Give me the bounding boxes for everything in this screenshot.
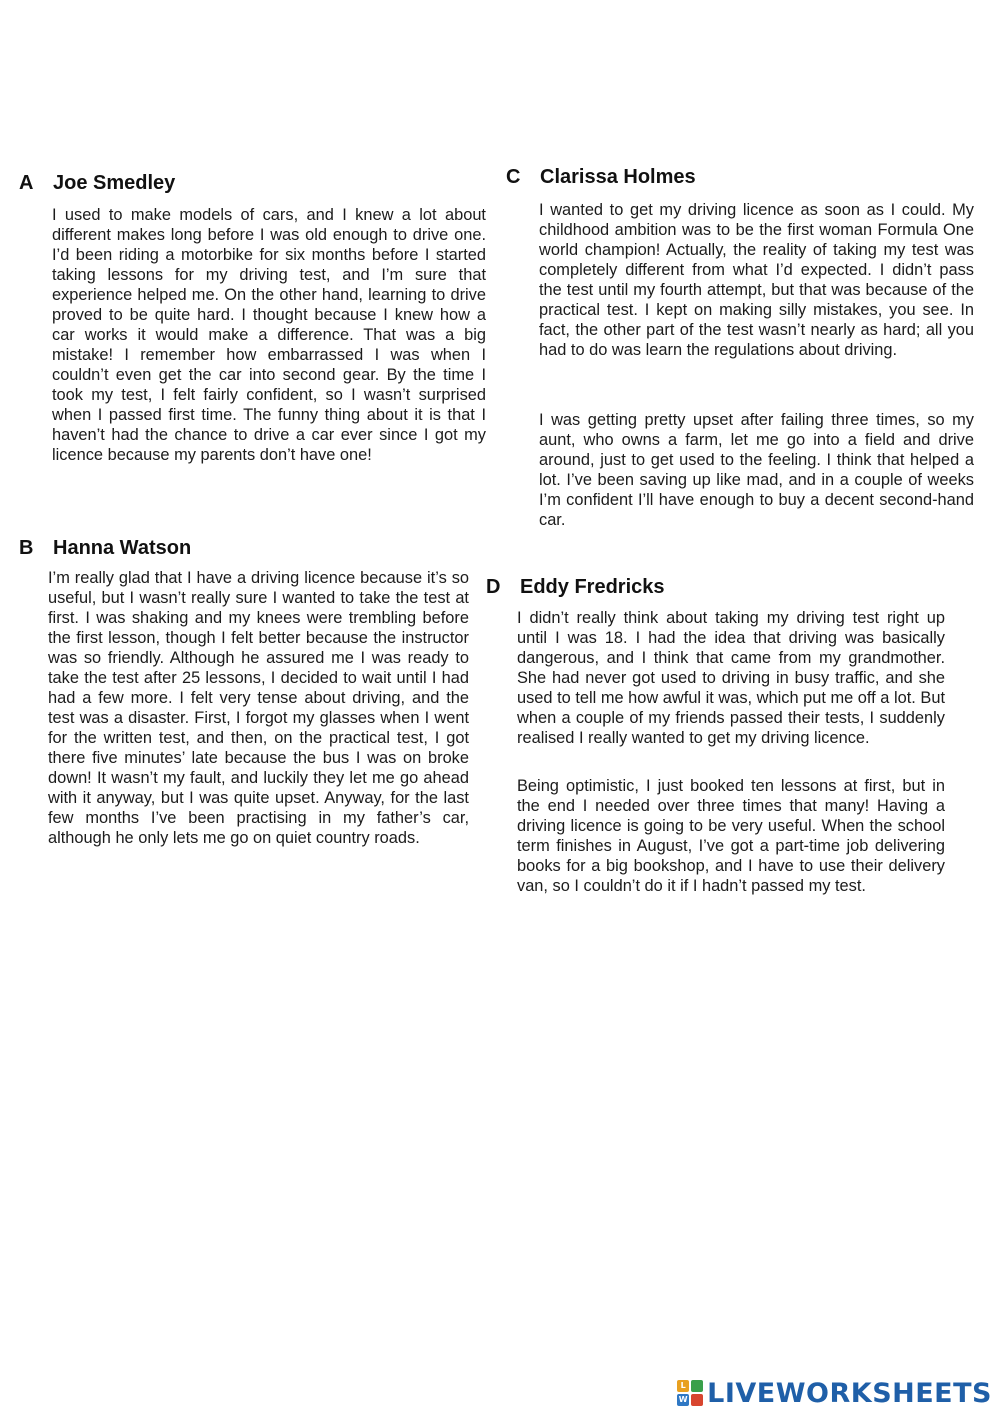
person-name: Joe Smedley bbox=[53, 172, 176, 194]
paragraph: I didn’t really think about taking my driving test right up until I was 18. I had the idea that driving was basically dangerous, and I think that came from my grandmother. She had never got used to driving in busy traffic, and she used to tell me how awful it was, which put me off a lot. But when a couple of my friends passed their tests, I suddenly realised I really wanted to get my driving licence. bbox=[517, 609, 945, 747]
section-heading bbox=[19, 171, 175, 195]
logo-tile bbox=[691, 1380, 703, 1392]
section-letter: D bbox=[486, 576, 501, 598]
logo-tile: W bbox=[678, 1395, 688, 1404]
paragraph: I was getting pretty upset after failing three times, so my aunt, who owns a farm, let me go into a field and drive around, just to get used to the feeling. I think that helped a lot. I’ve been saving up like mad, and in a couple of weeks I’m confident I’ll have enough to buy a decent second-hand car. bbox=[539, 411, 974, 529]
watermark-text: LIVEWORKSHEETS bbox=[707, 1377, 992, 1409]
person-name: Eddy Fredricks bbox=[520, 576, 665, 598]
logo-tile: L bbox=[677, 1380, 689, 1392]
paragraph: I used to make models of cars, and I knew a lot about different makes long before I was old enough to drive one. I’d been riding a motorbike for six months before I started taking lessons for my driving test, and I’m sure that experience helped me. On the other hand, learning to drive proved to be quite hard. I thought because I knew how a car works it would make a difference. That was a big mistake! I remember how embarrassed I was when I couldn’t even get the car into second gear. By the time I took my test, I felt fairly confident, so I wasn’t surprised when I passed first time. The funny thing about it is that I haven’t had the chance to drive a car ever since I got my licence because my parents don’t have one! bbox=[52, 206, 486, 464]
section-letter: A bbox=[19, 172, 34, 194]
section-heading bbox=[506, 165, 696, 189]
section-heading bbox=[486, 575, 665, 599]
section-letter: C bbox=[506, 166, 521, 188]
paragraph: I’m really glad that I have a driving licence because it’s so useful, but I wasn’t really sure I wanted to take the test at first. I was shaking and my knees were trembling before the first lesson, though I felt better because the instructor was so friendly. Although he assured me I was ready to take the test after 25 lessons, I decided to wait until I had had a few more. I felt very tense about driving, and the test was a disaster. First, I forgot my glasses when I went for the written test, and then, on the practical test, I got there five minutes’ late because the bus I was on broke down! It wasn’t my fault, and luckily they let me go ahead with it anyway, but I was quite upset. Anyway, for the last few months I’ve been practising in my father’s car, although he only lets me go on quiet country roads. bbox=[48, 569, 469, 847]
liveworksheets-watermark bbox=[677, 1376, 992, 1410]
person-name: Clarissa Holmes bbox=[540, 166, 696, 188]
section-heading bbox=[19, 536, 191, 560]
person-name: Hanna Watson bbox=[53, 537, 192, 559]
paragraph: I wanted to get my driving licence as soon as I could. My childhood ambition was to be the first woman Formula One world champion! Actually, the reality of taking my test was completely different from what I’d expected. I didn’t pass the test until my fourth attempt, but that was because of the practical test. I kept on making silly mistakes, you see. In fact, the other part of the test wasn’t nearly as hard; all you had to do was learn the regulations about driving. bbox=[539, 201, 974, 359]
logo-tile bbox=[691, 1394, 703, 1406]
paragraph: Being optimistic, I just booked ten lessons at first, but in the end I needed over three times that many! Having a driving licence is going to be very useful. When the school term finishes in August, I’ve got a part-time job delivering books for a big bookshop, and I have to use their delivery van, so I couldn’t do it if I hadn’t passed my test. bbox=[517, 777, 945, 895]
section-letter: B bbox=[19, 537, 34, 559]
liveworksheets-logo-icon bbox=[677, 1380, 703, 1406]
